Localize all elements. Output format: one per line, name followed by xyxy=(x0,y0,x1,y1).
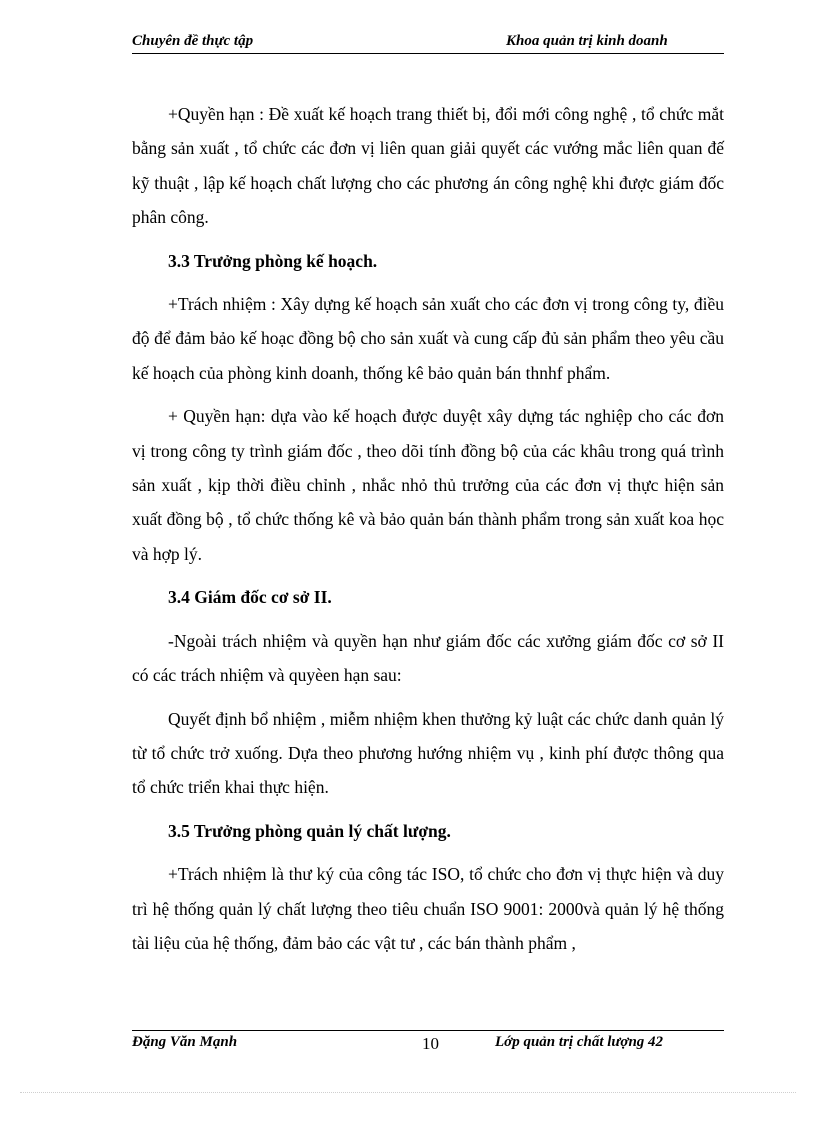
header-faculty: Khoa quản trị kinh doanh xyxy=(506,33,668,49)
footer-divider xyxy=(132,1030,724,1031)
paragraph-quality-responsibility: +Trách nhiệm là thư ký của công tác ISO, tổ chức cho đơn vị thực hiện và duy trì hệ thống quản lý chất lượng theo tiêu chuẩn ISO 9001: 2000và quản lý hệ thống tài liệu của hệ thống, đảm bảo các vật tư , các bán thành phẩm , xyxy=(132,864,724,953)
paragraph-director-decisions: Quyết định bổ nhiệm , miễm nhiệm khen thưởng kỷ luật các chức danh quản lý từ tổ chức trở xuống. Dựa theo phương hướng nhiệm vụ , kinh phí được thông qua tổ chức triển khai thực hiện. xyxy=(132,708,724,798)
page-number: 10 xyxy=(422,1034,439,1053)
footer-class: Lớp quản trị chất lượng 42 xyxy=(495,1034,664,1050)
page-bottom-edge xyxy=(20,1092,796,1093)
page-footer xyxy=(132,1034,724,1058)
page-header xyxy=(132,33,724,54)
paragraph-responsibility-planning: +Trách nhiệm : Xây dựng kế hoạch sản xuất cho các đơn vị trong công ty, điều độ để đảm bảo kế hoạc đồng bộ cho sản xuất và cung cấp đủ sản phẩm theo yêu cầu kế hoạch của phòng kinh doanh, thống kê bảo quản bán thnhf phẩm. xyxy=(132,294,724,383)
section-heading-3-4: 3.4 Giám đốc cơ sở II. xyxy=(168,587,332,608)
section-heading-3-3: 3.3 Trưởng phòng kế hoạch. xyxy=(168,250,378,271)
header-report-title: Chuyên đề thực tập xyxy=(132,33,254,49)
paragraph-authority-1: +Quyền hạn : Đề xuất kế hoạch trang thiết bị, đổi mới công nghệ , tổ chức mắt bằng sản xuất , tổ chức các đơn vị liên quan giải quyết các vướng mắc liên quan đế kỹ thuật , lập kế hoạch chất lượng cho các phương án công nghệ khi được giám đốc phân công. xyxy=(132,104,724,228)
document-body xyxy=(132,97,724,960)
footer-author: Đặng Văn Mạnh xyxy=(132,1034,238,1050)
section-heading-3-5: 3.5 Trưởng phòng quản lý chất lượng. xyxy=(168,820,451,841)
paragraph-authority-planning: + Quyền hạn: dựa vào kế hoạch được duyệt xây dựng tác nghiệp cho các đơn vị trong công ty trình giám đốc , theo dõi tính đồng bộ của các khâu trong quá trình sản xuất , kịp thời điều chỉnh , nhắc nhỏ thủ trưởng của các đơn vị thực hiện sản xuất đồng bộ , tổ chức thống kê và bảo quản bán thành phẩm trong sản xuất koa học và hợp lý. xyxy=(132,406,724,564)
paragraph-director-intro: -Ngoài trách nhiệm và quyền hạn như giám đốc các xưởng giám đốc cơ sở II có các trách nhiệm và quyèen hạn sau: xyxy=(132,630,724,686)
